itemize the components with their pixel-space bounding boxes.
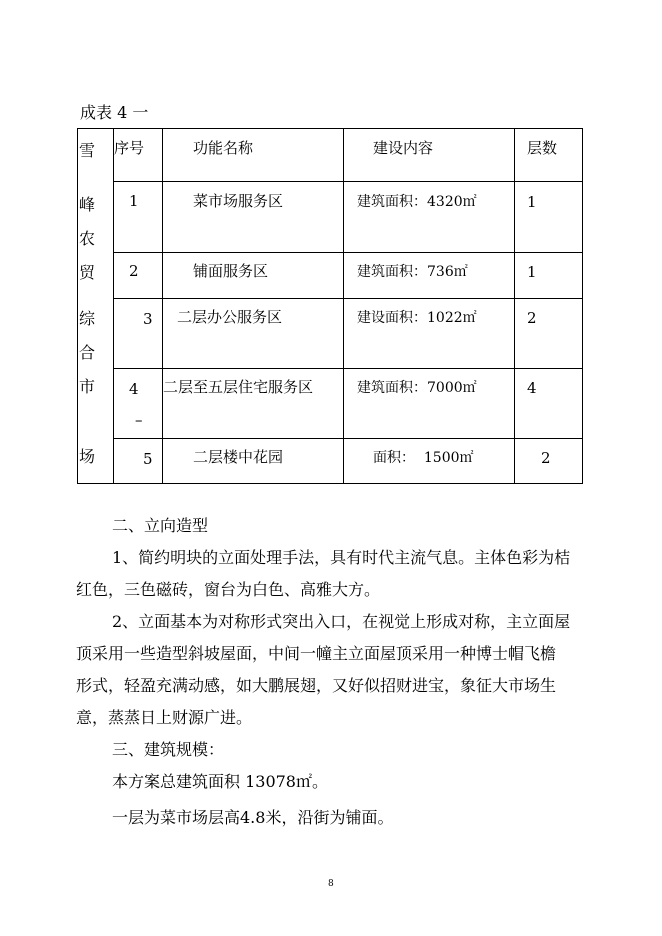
side-label-char: 雪 — [79, 141, 96, 160]
paragraph-line: 本方案总建筑面积 13078㎡。 — [112, 772, 328, 791]
paragraph-line: 形式，轻盈充满动感，如大鹏展翅，又好似招财进宝，象征大市场生 — [76, 676, 557, 695]
side-label-char: 峰 — [79, 195, 96, 214]
table-cell-name: 菜市场服务区 — [193, 192, 284, 210]
table-cell-seq: 1 — [129, 192, 139, 210]
table-hline — [113, 298, 583, 299]
side-label-char: 合 — [79, 343, 96, 362]
paragraph-2 — [76, 606, 586, 734]
table-cell-name: 铺面服务区 — [193, 262, 269, 280]
table-cell-seq-mark: – — [135, 411, 143, 429]
table-cell-content: 建筑面积：736㎡ — [357, 264, 468, 280]
heading-line: 二、立向造型 — [112, 516, 209, 535]
paragraph-line: 2、立面基本为对称形式突出入口，在视觉上形成对称，主立面屋 — [112, 612, 571, 631]
side-label-char: 贸 — [79, 263, 96, 282]
table-cell-seq: 4 — [129, 380, 139, 398]
heading-line: 三、建筑规模： — [112, 740, 225, 759]
scale-total-area — [76, 766, 586, 798]
side-label-char: 综 — [79, 309, 96, 328]
table-cell-floors: 2 — [527, 309, 537, 327]
side-label-char: 场 — [79, 447, 96, 466]
function-area-table — [77, 128, 583, 484]
table-cell-content: 建筑面积：7000㎡ — [357, 380, 477, 396]
table-hline — [113, 181, 583, 182]
scale-first-floor — [76, 802, 586, 834]
table-cell-content: 建筑面积：4320㎡ — [357, 194, 477, 210]
paragraph-line: 红色，三色磁砖，窗台为白色、高雅大方。 — [76, 580, 381, 599]
header-floors: 层数 — [527, 139, 558, 157]
table-cell-floors: 1 — [527, 263, 537, 281]
paragraph-1 — [76, 542, 586, 606]
paragraph-line: 一层为菜市场层高4.8米，沿街为铺面。 — [112, 808, 394, 827]
table-hline — [113, 368, 583, 369]
heading-elevation-design — [76, 510, 586, 542]
table-cell-floors: 2 — [541, 449, 551, 467]
table-caption: 成表 4 一 — [80, 103, 149, 122]
header-seq: 序号 — [114, 139, 145, 157]
header-function-name: 功能名称 — [193, 139, 254, 157]
table-cell-floors: 1 — [527, 193, 537, 211]
table-cell-name: 二层办公服务区 — [177, 308, 283, 326]
paragraph-line: 顶采用一些造型斜坡屋面，中间一幢主立面屋顶采用一种博士帽飞檐 — [76, 644, 557, 663]
table-cell-floors: 4 — [527, 379, 537, 397]
page-number: 8 — [328, 879, 334, 889]
table-hline — [113, 252, 583, 253]
table-cell-content: 面积： 1500㎡ — [373, 450, 474, 466]
side-label-char: 农 — [79, 229, 96, 248]
table-cell-seq: 5 — [143, 450, 153, 468]
paragraph-line: 意，蒸蒸日上财源广进。 — [76, 708, 253, 727]
table-hline — [113, 438, 583, 439]
table-cell-name: 二层楼中花园 — [193, 448, 284, 466]
side-label-char: 市 — [79, 377, 96, 396]
table-cell-seq: 2 — [129, 262, 139, 280]
paragraph-line: 1、简约明块的立面处理手法，具有时代主流气息。主体色彩为桔 — [112, 548, 571, 567]
table-cell-name: 二层至五层住宅服务区 — [163, 378, 314, 396]
table-cell-content: 建设面积：1022㎡ — [357, 310, 477, 326]
table-cell-seq: 3 — [143, 310, 153, 328]
header-content: 建设内容 — [373, 139, 434, 157]
heading-building-scale — [76, 734, 586, 766]
